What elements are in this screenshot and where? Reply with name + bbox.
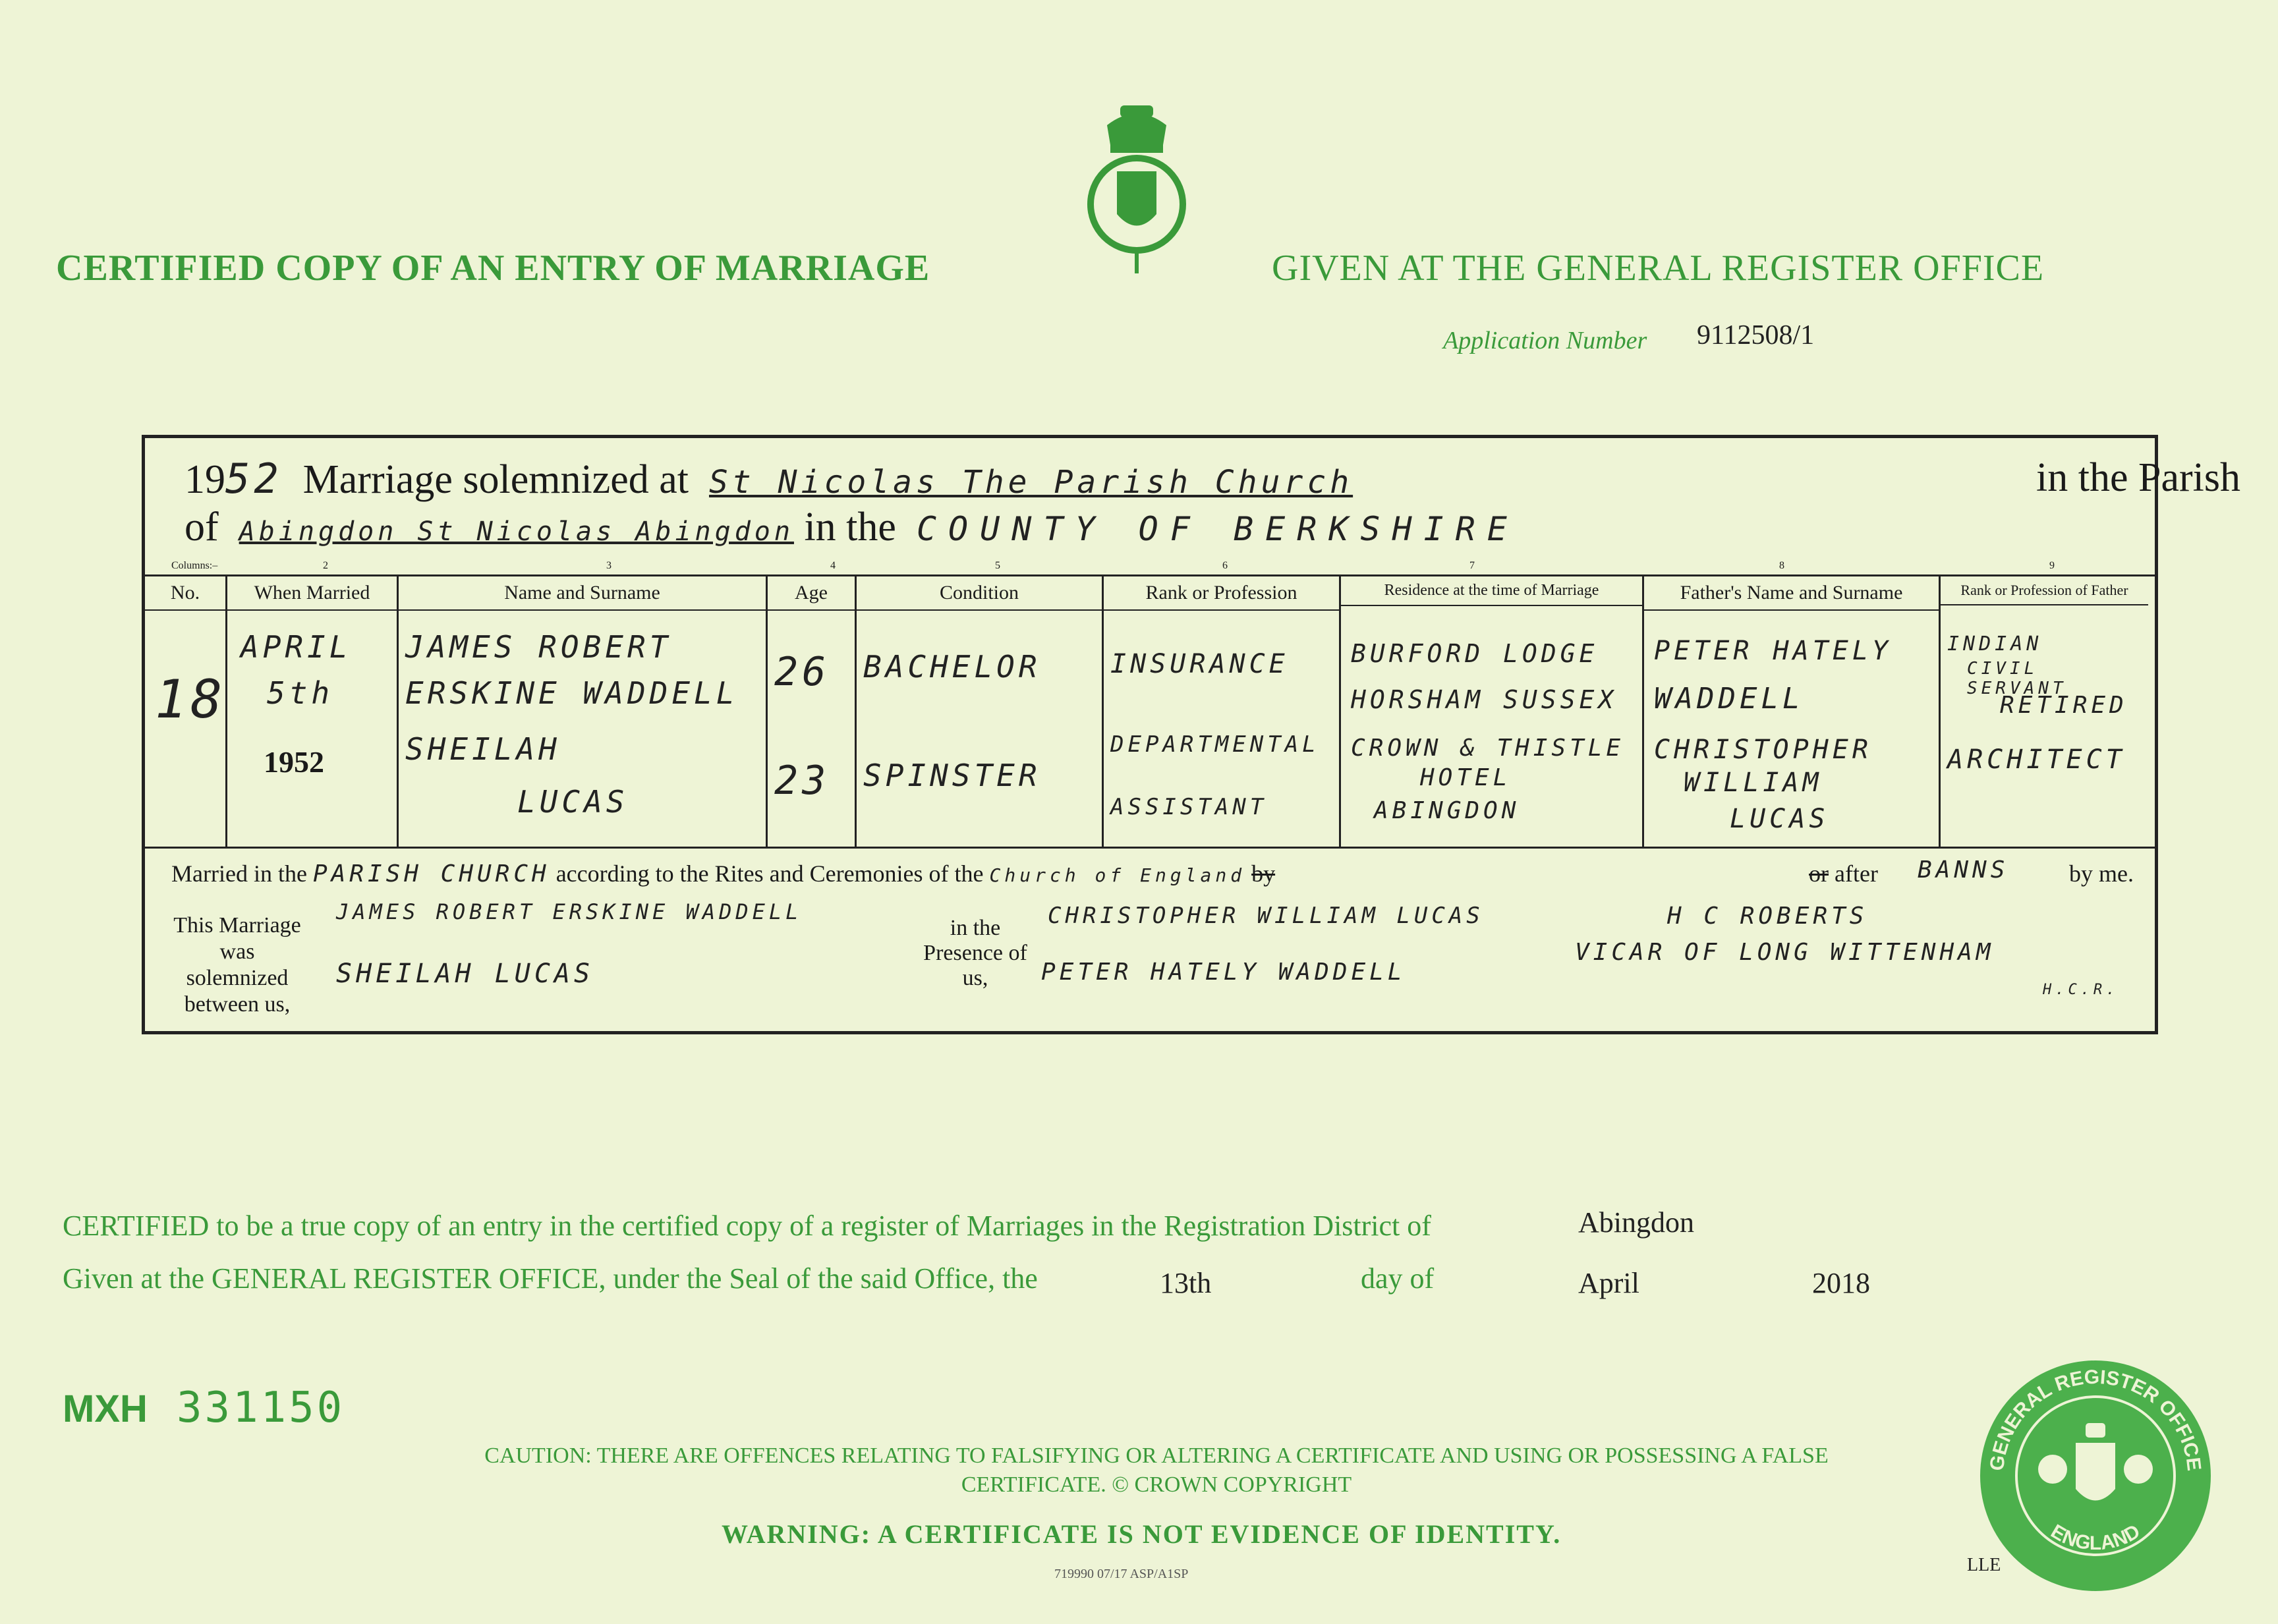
day-of-label: day of [1361, 1262, 1435, 1295]
groom-condition: BACHELOR [863, 649, 1041, 685]
caution-notice: CAUTION: THERE ARE OFFENCES RELATING TO FALSIFYING OR ALTERING A CERTIFICATE AND USING OR POSSESSING A FALSE CERTIFICATE. © CROWN COPYRIGHT [484, 1443, 1829, 1497]
marriage-solemnized-label: Marriage solemnized at [302, 457, 689, 502]
certified-statement: CERTIFIED to be a true copy of an entry in the certified copy of a register of Marriages in the Registration District of [63, 1210, 1431, 1242]
groom-father-profession-line-3: RETIRED [2000, 692, 2128, 719]
married-in-label: Married in the [171, 860, 307, 887]
columns-label: Columns:– [171, 560, 218, 571]
column-header: When Married [227, 582, 397, 611]
presence-label: in the Presence of us, [923, 916, 1027, 990]
married-place: PARISH CHURCH [312, 860, 550, 887]
col-num: 4 [830, 560, 836, 571]
when-married-month: APRIL [241, 629, 352, 665]
register-line-2 [185, 504, 1519, 551]
by-struck: by [1251, 860, 1276, 887]
col-num: 6 [1222, 560, 1228, 571]
by-me-label: by me. [2069, 860, 2134, 887]
issuing-office-title: GIVEN AT THE GENERAL REGISTER OFFICE [1272, 248, 2045, 289]
year-written: 52 [225, 455, 283, 503]
serial-prefix: MXH [63, 1387, 148, 1430]
groom-name-line-2: ERSKINE WADDELL [405, 675, 739, 711]
bride-profession-line-1: DEPARTMENTAL [1110, 731, 1320, 758]
column-profession [1104, 576, 1341, 847]
issue-day: 13th [1160, 1267, 1212, 1299]
witness-2-signature: PETER HATELY WADDELL [1041, 959, 1406, 986]
form-code: 719990 07/17 ASP/A1SP [1054, 1567, 1189, 1581]
officiant-title: VICAR OF LONG WITTENHAM [1575, 939, 1995, 966]
column-residence [1341, 576, 1644, 847]
column-header: Name and Surname [399, 582, 766, 611]
bride-father-profession: ARCHITECT [1947, 744, 2126, 775]
bride-profession-line-2: ASSISTANT [1110, 794, 1268, 820]
bride-residence-line-3: ABINGDON [1374, 797, 1520, 824]
groom-age: 26 [774, 649, 830, 695]
royal-crest-icon [1081, 99, 1193, 277]
bride-residence-line-1: CROWN & THISTLE [1351, 735, 1625, 762]
column-header: Condition [857, 582, 1102, 611]
according-label: according to the Rites and Ceremonies of the [555, 860, 984, 887]
witness-1-signature: CHRISTOPHER WILLIAM LUCAS [1048, 903, 1484, 929]
groom-father-line-1: PETER HATELY [1654, 636, 1892, 666]
groom-residence-line-2: HORSHAM SUSSEX [1351, 685, 1618, 714]
identity-warning: WARNING: A CERTIFICATE IS NOT EVIDENCE OF IDENTITY. [722, 1519, 1562, 1549]
entry-number: 18 [155, 669, 227, 730]
column-numbers [145, 560, 2155, 574]
col-num: 9 [2049, 560, 2055, 571]
groom-father-profession-line-2: CIVIL SERVANT [1967, 659, 2067, 698]
issuer-initials: LLE [1967, 1555, 2001, 1575]
place-written: St Nicolas The Parish Church [708, 464, 1353, 501]
issue-month: April [1578, 1267, 1639, 1299]
register-table [145, 574, 2155, 849]
when-married-year: 1952 [264, 745, 324, 779]
col-num: 3 [606, 560, 612, 571]
groom-signature: JAMES ROBERT ERSKINE WADDELL [336, 899, 803, 924]
bride-name-line-2: LUCAS [517, 784, 629, 820]
serial-number: 331150 [177, 1384, 345, 1432]
banns: BANNS [1918, 856, 2009, 883]
groom-father-line-2: WADDELL [1654, 682, 1804, 715]
groom-profession: INSURANCE [1110, 649, 1289, 679]
seal-bottom-text: ENGLAND [2047, 1520, 2144, 1555]
bride-signature: SHEILAH LUCAS [336, 959, 594, 989]
between-us-label: This Marriage was solemnized between us, [173, 913, 301, 1017]
column-header: Age [768, 582, 855, 611]
seal-top-text: GENERAL REGISTER OFFICE [1985, 1366, 2206, 1472]
county-written: COUNTY OF BERKSHIRE [916, 510, 1519, 548]
column-condition [857, 576, 1104, 847]
groom-name-line-1: JAMES ROBERT [405, 629, 672, 665]
parish-written: Abingdon St Nicolas Abingdon [239, 517, 794, 547]
col-num: 8 [1779, 560, 1784, 571]
bride-father-line-2: WILLIAM [1684, 768, 1823, 798]
column-header: No. [145, 582, 225, 611]
col-num: 7 [1469, 560, 1475, 571]
groom-residence-line-1: BURFORD LODGE [1351, 639, 1599, 668]
column-no [145, 576, 227, 847]
year-printed: 19 [185, 457, 225, 502]
general-register-office-seal-icon [1977, 1357, 2214, 1594]
in-the-parish-label: in the Parish [2036, 455, 2240, 500]
column-header: Father's Name and Surname [1644, 582, 1939, 611]
certificate-title: CERTIFIED COPY OF AN ENTRY OF MARRIAGE [56, 248, 930, 289]
bride-age: 23 [774, 758, 830, 804]
bride-residence-line-2: HOTEL [1420, 764, 1512, 791]
col-num: 2 [323, 560, 328, 571]
bride-condition: SPINSTER [863, 758, 1041, 793]
column-father-name [1644, 576, 1941, 847]
column-name [399, 576, 768, 847]
bride-father-line-3: LUCAS [1730, 804, 1829, 834]
column-header: Rank or Profession of Father [1941, 582, 2148, 605]
application-number: 9112508/1 [1697, 320, 1815, 350]
col-num: 5 [995, 560, 1000, 571]
married-in-line: Married in the PARISH CHURCH according to the Rites and Ceremonies of the Church of England by or after BANNS by me. [171, 856, 2134, 887]
bride-name-line-1: SHEILAH [405, 731, 561, 767]
registration-district: Abingdon [1578, 1206, 1694, 1239]
groom-father-profession-line-1: INDIAN [1947, 632, 2043, 656]
officiant-initials: H.C.R. [2043, 982, 2119, 998]
in-the-label: in the [804, 505, 896, 549]
given-statement: Given at the GENERAL REGISTER OFFICE, under the Seal of the said Office, the [63, 1262, 1038, 1295]
application-number-label: Application Number [1443, 327, 1647, 354]
column-age [768, 576, 857, 847]
when-married-day: 5th [267, 675, 334, 711]
bride-father-line-1: CHRISTOPHER [1654, 735, 1872, 765]
column-father-profession [1941, 576, 2148, 847]
register-line-1 [185, 455, 2240, 503]
marriage-register-entry [142, 435, 2240, 1034]
officiant-name: H C ROBERTS [1667, 903, 1868, 930]
column-header: Residence at the time of Marriage [1341, 582, 1642, 606]
column-header: Rank or Profession [1104, 582, 1339, 611]
of-label: of [185, 505, 219, 549]
rites: Church of England [989, 864, 1246, 886]
issue-year: 2018 [1812, 1267, 1870, 1299]
column-when-married [227, 576, 399, 847]
